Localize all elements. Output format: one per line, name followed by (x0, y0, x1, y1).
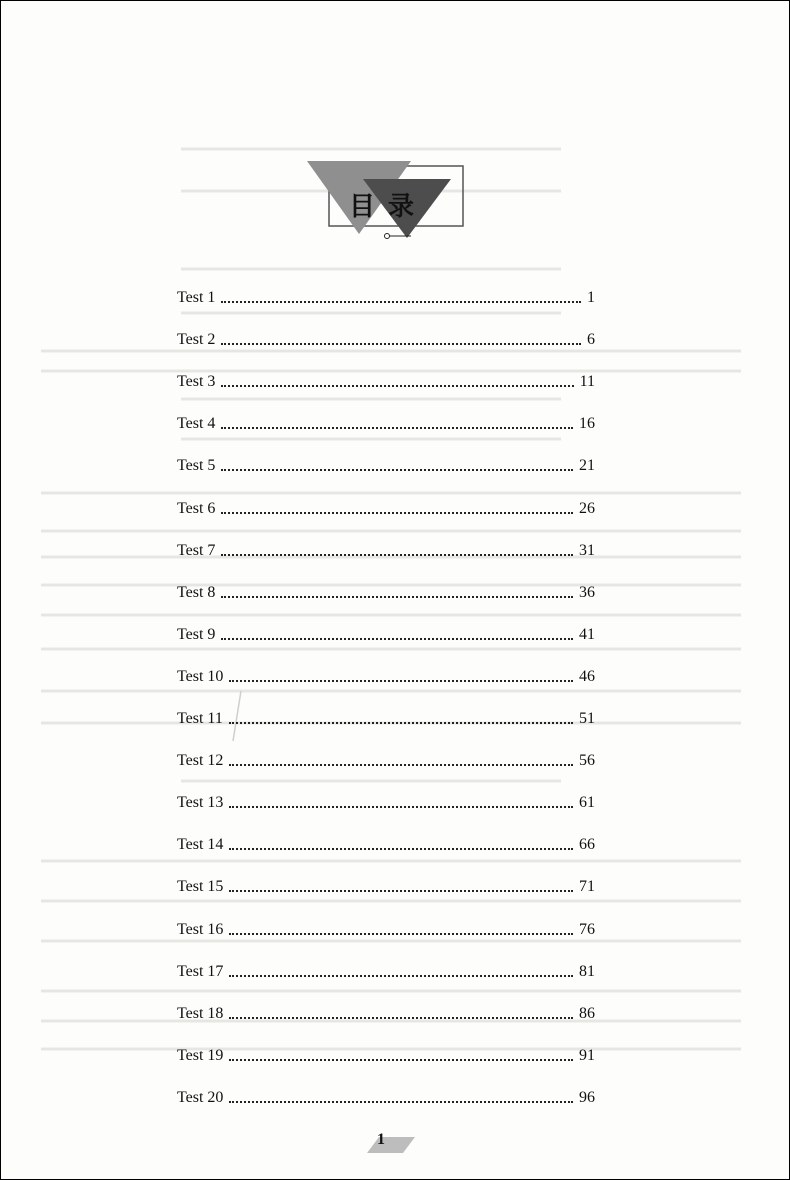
toc-entry-page-number: 51 (579, 710, 595, 727)
toc-entry-page-number: 61 (579, 794, 595, 812)
toc-entry-page-number: 66 (579, 836, 595, 854)
toc-entry[interactable] (177, 1081, 595, 1107)
toc-dot-leader (229, 975, 573, 977)
toc-dot-leader (221, 469, 573, 471)
page-number: 1 (377, 1131, 385, 1148)
toc-entry[interactable] (177, 913, 595, 939)
toc-dot-leader (229, 680, 573, 682)
toc-entry[interactable] (177, 407, 595, 433)
toc-entry[interactable] (177, 870, 595, 896)
toc-entry-page-number: 1 (587, 289, 595, 306)
toc-dot-leader (221, 554, 573, 556)
toc-entry-page-number: 46 (579, 667, 595, 685)
toc-entry-label: Test 20 (177, 1088, 224, 1106)
footer-parallelogram-decoration (365, 1131, 425, 1157)
toc-dot-leader (229, 848, 573, 850)
toc-entry-label: Test 6 (177, 499, 216, 517)
toc-entry-label: Test 17 (177, 962, 224, 980)
toc-entry-label: Test 14 (177, 836, 224, 854)
toc-entry-page-number: 41 (579, 625, 595, 643)
toc-entry-page-number: 86 (579, 1004, 595, 1022)
toc-entry[interactable] (177, 281, 595, 307)
toc-entry-page-number: 36 (579, 583, 595, 601)
toc-dot-leader (229, 806, 573, 808)
toc-entry-page-number: 76 (579, 920, 595, 938)
toc-dot-leader (229, 890, 573, 892)
toc-entry-label: Test 11 (177, 710, 223, 727)
toc-entry-label: Test 2 (177, 331, 216, 349)
toc-entry-label: Test 9 (177, 625, 216, 643)
contents-header-emblem (301, 156, 471, 246)
toc-entry[interactable] (177, 1039, 595, 1065)
toc-entry[interactable] (177, 618, 595, 644)
toc-entry[interactable] (177, 492, 595, 518)
toc-entry-label: Test 8 (177, 583, 216, 601)
toc-entry[interactable] (177, 955, 595, 981)
toc-entry-label: Test 16 (177, 920, 224, 938)
toc-entry[interactable] (177, 323, 595, 349)
toc-entry[interactable] (177, 702, 595, 728)
toc-entry-label: Test 18 (177, 1004, 224, 1022)
toc-entry[interactable] (177, 997, 595, 1023)
toc-entry[interactable] (177, 828, 595, 854)
toc-entry-label: Test 10 (177, 667, 224, 685)
toc-dot-leader (229, 1059, 573, 1061)
toc-dot-leader (221, 596, 573, 598)
toc-entry-page-number: 26 (579, 499, 595, 517)
toc-entry[interactable] (177, 786, 595, 812)
toc-entry[interactable] (177, 576, 595, 602)
toc-dot-leader (229, 722, 573, 724)
toc-dot-leader (221, 512, 573, 514)
toc-entry-page-number: 56 (579, 752, 595, 770)
toc-dot-leader (221, 638, 573, 640)
toc-entry[interactable] (177, 744, 595, 770)
toc-dot-leader (221, 385, 573, 387)
toc-entry-label: Test 13 (177, 794, 224, 812)
toc-entry-label: Test 12 (177, 752, 224, 770)
toc-entry-label: Test 19 (177, 1046, 224, 1064)
toc-entry-label: Test 5 (177, 457, 216, 475)
toc-dot-leader (229, 933, 573, 935)
toc-entry-label: Test 15 (177, 878, 224, 896)
toc-entry-label: Test 1 (177, 289, 216, 306)
toc-entry-page-number: 11 (579, 373, 595, 391)
toc-entry-page-number: 6 (587, 331, 595, 349)
toc-entry[interactable] (177, 534, 595, 560)
toc-entry-page-number: 96 (579, 1088, 595, 1106)
toc-dot-leader (229, 1017, 573, 1019)
toc-entry-page-number: 71 (579, 878, 595, 896)
toc-entry-label: Test 4 (177, 415, 216, 433)
toc-dot-leader (221, 301, 581, 303)
toc-entry-label: Test 7 (177, 541, 216, 559)
contents-title: 目 录 (349, 192, 417, 222)
page-footer (365, 1131, 425, 1157)
toc-entry-page-number: 21 (579, 457, 595, 475)
toc-dot-leader (229, 1101, 573, 1103)
toc-entry[interactable] (177, 660, 595, 686)
toc-entry-page-number: 31 (579, 541, 595, 559)
toc-entry-page-number: 16 (579, 415, 595, 433)
toc-dot-leader (221, 343, 581, 345)
toc-entry[interactable] (177, 365, 595, 391)
toc-entry-label: Test 3 (177, 373, 216, 391)
toc-entry-page-number: 91 (579, 1046, 595, 1064)
toc-dot-leader (221, 427, 573, 429)
toc-entry[interactable] (177, 449, 595, 475)
toc-dot-leader (229, 764, 573, 766)
toc-entry-page-number: 81 (579, 962, 595, 980)
